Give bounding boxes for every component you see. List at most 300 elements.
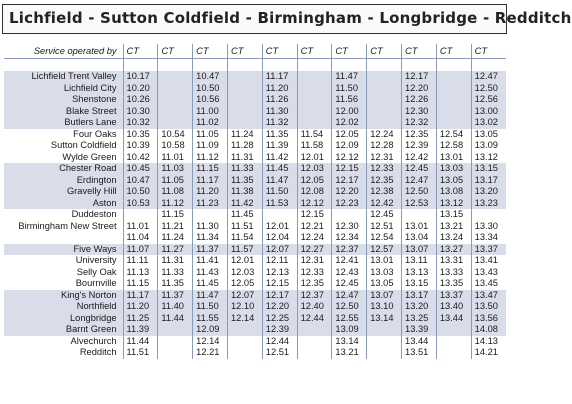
departure-time: 13.35 bbox=[436, 278, 471, 290]
departure-time: 11.51 bbox=[227, 221, 262, 233]
departure-time: 12.24 bbox=[367, 129, 402, 141]
departure-time: 11.23 bbox=[193, 198, 228, 210]
timetable-title: Lichfield - Sutton Coldfield - Birmingham - Longbridge - Redditch bbox=[9, 9, 572, 27]
departure-time bbox=[297, 117, 332, 129]
departure-time: 11.33 bbox=[227, 163, 262, 175]
departure-time: 12.20 bbox=[262, 301, 297, 313]
departure-time: 12.01 bbox=[297, 152, 332, 164]
departure-time: 11.45 bbox=[262, 163, 297, 175]
stop-name: Birmingham New Street bbox=[18, 220, 117, 231]
departure-time: 11.15 bbox=[193, 163, 228, 175]
departure-time: 12.14 bbox=[227, 313, 262, 325]
stop-name: Butlers Lane bbox=[4, 117, 123, 129]
departure-time bbox=[227, 59, 262, 72]
departure-time: 13.05 bbox=[367, 278, 402, 290]
departure-time: 13.50 bbox=[471, 301, 506, 313]
departure-time bbox=[158, 83, 193, 95]
departure-time bbox=[367, 347, 402, 359]
departure-time: 13.01 bbox=[367, 255, 402, 267]
stop-name: Blake Street bbox=[4, 106, 123, 118]
departure-time: 13.07 bbox=[367, 290, 402, 302]
departure-time: 11.05 bbox=[158, 175, 193, 187]
departure-time: 12.54 bbox=[367, 232, 402, 244]
departure-time bbox=[436, 324, 471, 336]
departure-time: 12.15 bbox=[297, 209, 332, 221]
departure-time: 12.05 bbox=[332, 129, 367, 141]
departure-time: 12.10 bbox=[227, 301, 262, 313]
departure-time: 13.05 bbox=[471, 129, 506, 141]
departure-time: 11.11 bbox=[123, 255, 158, 267]
departure-time: 13.00 bbox=[471, 106, 506, 118]
departure-time: 13.44 bbox=[436, 313, 471, 325]
departure-time: 11.20 bbox=[262, 83, 297, 95]
departure-time: 11.21 bbox=[158, 221, 193, 233]
departure-time bbox=[158, 336, 193, 348]
stop-name: Redditch bbox=[79, 347, 117, 357]
departure-time: 13.14 bbox=[332, 336, 367, 348]
departure-time: 11.53 bbox=[262, 198, 297, 210]
departure-time: 12.27 bbox=[297, 244, 332, 256]
departure-time: 14.13 bbox=[471, 336, 506, 348]
departure-time: 11.02 bbox=[193, 117, 228, 129]
departure-time: 12.45 bbox=[332, 278, 367, 290]
departure-time: 13.43 bbox=[471, 267, 506, 279]
departure-time: 11.15 bbox=[123, 278, 158, 290]
departure-time bbox=[471, 59, 506, 72]
departure-time: 11.31 bbox=[158, 255, 193, 267]
stop-name bbox=[4, 232, 123, 244]
departure-time: 12.17 bbox=[402, 71, 437, 83]
departure-time: 12.50 bbox=[402, 186, 437, 198]
departure-time: 11.39 bbox=[123, 324, 158, 336]
timetable bbox=[4, 44, 506, 359]
departure-time: 11.44 bbox=[123, 336, 158, 348]
departure-time: 11.37 bbox=[158, 290, 193, 302]
departure-time: 12.40 bbox=[297, 301, 332, 313]
departure-time: 13.51 bbox=[402, 347, 437, 359]
departure-time: 10.50 bbox=[123, 186, 158, 198]
departure-time: 12.31 bbox=[367, 152, 402, 164]
departure-time: 12.57 bbox=[367, 244, 402, 256]
departure-time bbox=[436, 83, 471, 95]
table-row bbox=[4, 186, 506, 198]
departure-time: 13.04 bbox=[402, 232, 437, 244]
table-row bbox=[4, 255, 506, 267]
departure-time: 12.37 bbox=[297, 290, 332, 302]
departure-time: 11.55 bbox=[193, 313, 228, 325]
departure-time: 12.54 bbox=[436, 129, 471, 141]
departure-time: 13.41 bbox=[471, 255, 506, 267]
departure-time: 11.37 bbox=[193, 244, 228, 256]
departure-time: 11.17 bbox=[193, 175, 228, 187]
departure-time: 13.11 bbox=[402, 255, 437, 267]
departure-time bbox=[297, 324, 332, 336]
departure-time: 12.26 bbox=[402, 94, 437, 106]
departure-time: 13.44 bbox=[402, 336, 437, 348]
departure-time: 11.40 bbox=[158, 301, 193, 313]
departure-time bbox=[402, 209, 437, 221]
departure-time: 10.45 bbox=[123, 163, 158, 175]
departure-time bbox=[158, 106, 193, 118]
operator-header: CT bbox=[227, 44, 262, 59]
departure-time: 12.05 bbox=[297, 175, 332, 187]
departure-time: 11.01 bbox=[158, 152, 193, 164]
stop-name: Aston bbox=[4, 198, 123, 210]
departure-time: 12.17 bbox=[332, 175, 367, 187]
departure-time: 13.30 bbox=[471, 221, 506, 233]
departure-time: 10.32 bbox=[123, 117, 158, 129]
timetable-grid bbox=[4, 44, 506, 359]
departure-time: 12.38 bbox=[367, 186, 402, 198]
operator-header: CT bbox=[367, 44, 402, 59]
operator-header: CT bbox=[297, 44, 332, 59]
departure-time: 11.51 bbox=[123, 347, 158, 359]
departure-time: 12.32 bbox=[402, 117, 437, 129]
departure-time: 13.21 bbox=[436, 221, 471, 233]
stop-name: Five Ways bbox=[4, 244, 123, 256]
departure-time: 12.21 bbox=[193, 347, 228, 359]
departure-time: 13.15 bbox=[402, 278, 437, 290]
departure-time: 13.12 bbox=[471, 152, 506, 164]
departure-time: 13.24 bbox=[436, 232, 471, 244]
departure-time: 12.03 bbox=[227, 267, 262, 279]
departure-time bbox=[227, 71, 262, 83]
departure-time: 11.50 bbox=[262, 186, 297, 198]
departure-time bbox=[193, 209, 228, 221]
table-row bbox=[4, 117, 506, 129]
departure-time: 13.12 bbox=[436, 198, 471, 210]
departure-time: 13.27 bbox=[436, 244, 471, 256]
departure-time bbox=[402, 59, 437, 72]
table-row bbox=[4, 221, 506, 233]
table-row bbox=[4, 140, 506, 152]
departure-time: 13.37 bbox=[436, 290, 471, 302]
departure-time: 12.56 bbox=[471, 94, 506, 106]
table-row bbox=[4, 163, 506, 175]
departure-time: 12.21 bbox=[297, 221, 332, 233]
departure-time: 12.31 bbox=[297, 255, 332, 267]
departure-time: 13.09 bbox=[471, 140, 506, 152]
departure-time: 11.35 bbox=[158, 278, 193, 290]
departure-time bbox=[158, 347, 193, 359]
departure-time bbox=[227, 117, 262, 129]
table-row bbox=[4, 324, 506, 336]
departure-time: 13.13 bbox=[402, 267, 437, 279]
departure-time bbox=[297, 83, 332, 95]
departure-time bbox=[123, 209, 158, 221]
departure-time: 11.44 bbox=[158, 313, 193, 325]
departure-time: 12.47 bbox=[402, 175, 437, 187]
stop-name: Erdington bbox=[4, 175, 123, 187]
stop-name: University bbox=[75, 255, 117, 265]
departure-time: 14.21 bbox=[471, 347, 506, 359]
departure-time bbox=[297, 336, 332, 348]
departure-time: 12.28 bbox=[367, 140, 402, 152]
departure-time: 12.35 bbox=[297, 278, 332, 290]
departure-time: 11.57 bbox=[227, 244, 262, 256]
departure-time bbox=[227, 324, 262, 336]
departure-time bbox=[123, 59, 158, 72]
departure-time: 11.50 bbox=[193, 301, 228, 313]
departure-time: 12.39 bbox=[402, 140, 437, 152]
stop-name: Barnt Green bbox=[4, 324, 123, 336]
departure-time: 10.20 bbox=[123, 83, 158, 95]
departure-time bbox=[332, 209, 367, 221]
departure-time: 11.31 bbox=[227, 152, 262, 164]
operator-header: CT bbox=[193, 44, 228, 59]
departure-time bbox=[158, 324, 193, 336]
departure-time bbox=[367, 94, 402, 106]
departure-time: 13.17 bbox=[402, 290, 437, 302]
operator-header: CT bbox=[158, 44, 193, 59]
header-row bbox=[4, 44, 506, 59]
departure-time: 12.14 bbox=[193, 336, 228, 348]
departure-time: 11.54 bbox=[227, 232, 262, 244]
departure-time: 11.45 bbox=[193, 278, 228, 290]
table-row bbox=[4, 336, 506, 348]
departure-time: 12.55 bbox=[332, 313, 367, 325]
departure-time: 12.12 bbox=[332, 152, 367, 164]
departure-time: 12.44 bbox=[262, 336, 297, 348]
table-row bbox=[4, 244, 506, 256]
departure-time: 11.07 bbox=[123, 244, 158, 256]
departure-time: 11.08 bbox=[158, 186, 193, 198]
departure-time: 12.58 bbox=[436, 140, 471, 152]
departure-time: 11.13 bbox=[123, 267, 158, 279]
departure-time: 12.43 bbox=[332, 267, 367, 279]
departure-time bbox=[471, 209, 506, 221]
departure-time bbox=[436, 336, 471, 348]
departure-time: 11.47 bbox=[262, 175, 297, 187]
departure-time: 13.20 bbox=[471, 186, 506, 198]
departure-time: 11.56 bbox=[332, 94, 367, 106]
departure-time: 11.24 bbox=[227, 129, 262, 141]
table-row bbox=[4, 71, 506, 83]
operator-header: CT bbox=[262, 44, 297, 59]
departure-time: 12.15 bbox=[332, 163, 367, 175]
stop-name: Four Oaks bbox=[73, 128, 117, 139]
departure-time: 13.17 bbox=[471, 175, 506, 187]
departure-time: 10.58 bbox=[158, 140, 193, 152]
departure-time: 12.47 bbox=[471, 71, 506, 83]
departure-time: 12.03 bbox=[297, 163, 332, 175]
departure-time: 13.15 bbox=[471, 163, 506, 175]
departure-time bbox=[193, 59, 228, 72]
departure-time: 11.47 bbox=[193, 290, 228, 302]
departure-time: 12.04 bbox=[262, 232, 297, 244]
departure-time: 12.02 bbox=[332, 117, 367, 129]
departure-time: 11.54 bbox=[297, 129, 332, 141]
departure-time: 12.45 bbox=[367, 209, 402, 221]
departure-time bbox=[436, 106, 471, 118]
departure-time bbox=[158, 59, 193, 72]
departure-time bbox=[436, 94, 471, 106]
departure-time: 12.34 bbox=[332, 232, 367, 244]
departure-time: 13.31 bbox=[436, 255, 471, 267]
departure-time: 10.56 bbox=[193, 94, 228, 106]
departure-time: 10.47 bbox=[123, 175, 158, 187]
departure-time: 11.17 bbox=[262, 71, 297, 83]
departure-time bbox=[436, 347, 471, 359]
departure-time: 13.01 bbox=[402, 221, 437, 233]
departure-time: 11.39 bbox=[262, 140, 297, 152]
table-row bbox=[4, 198, 506, 210]
departure-time: 10.35 bbox=[123, 129, 158, 141]
departure-time: 11.47 bbox=[332, 71, 367, 83]
departure-time: 12.33 bbox=[367, 163, 402, 175]
departure-time: 12.20 bbox=[332, 186, 367, 198]
departure-time bbox=[367, 106, 402, 118]
departure-time: 12.25 bbox=[262, 313, 297, 325]
departure-time bbox=[367, 117, 402, 129]
departure-time: 10.30 bbox=[123, 106, 158, 118]
departure-time: 12.41 bbox=[332, 255, 367, 267]
departure-time: 10.26 bbox=[123, 94, 158, 106]
table-row bbox=[4, 129, 506, 141]
departure-time: 11.04 bbox=[123, 232, 158, 244]
departure-time: 11.35 bbox=[227, 175, 262, 187]
table-row bbox=[4, 313, 506, 325]
departure-time: 11.00 bbox=[193, 106, 228, 118]
departure-time: 13.03 bbox=[436, 163, 471, 175]
departure-time: 11.20 bbox=[193, 186, 228, 198]
departure-time: 12.17 bbox=[262, 290, 297, 302]
departure-time: 11.28 bbox=[227, 140, 262, 152]
departure-time: 11.12 bbox=[158, 198, 193, 210]
operator-header: CT bbox=[123, 44, 158, 59]
stop-name: Alvechurch bbox=[70, 335, 117, 346]
title-box bbox=[2, 4, 572, 34]
departure-time: 12.08 bbox=[297, 186, 332, 198]
departure-time bbox=[367, 59, 402, 72]
departure-time: 13.09 bbox=[332, 324, 367, 336]
stop-name: Lichfield City bbox=[4, 83, 123, 95]
table-row bbox=[4, 83, 506, 95]
departure-time bbox=[158, 94, 193, 106]
departure-time bbox=[367, 71, 402, 83]
departure-time: 12.13 bbox=[262, 267, 297, 279]
departure-time: 10.39 bbox=[123, 140, 158, 152]
departure-time: 11.43 bbox=[193, 267, 228, 279]
departure-time: 11.25 bbox=[123, 313, 158, 325]
table-row bbox=[4, 290, 506, 302]
departure-time: 12.45 bbox=[402, 163, 437, 175]
departure-time: 12.01 bbox=[262, 221, 297, 233]
table-row bbox=[4, 278, 506, 290]
departure-time: 11.12 bbox=[193, 152, 228, 164]
stop-name: Northfield bbox=[4, 301, 123, 313]
departure-time: 11.30 bbox=[193, 221, 228, 233]
departure-time: 10.54 bbox=[158, 129, 193, 141]
departure-time: 12.20 bbox=[402, 83, 437, 95]
departure-time bbox=[227, 94, 262, 106]
departure-time: 12.42 bbox=[367, 198, 402, 210]
departure-time: 13.20 bbox=[402, 301, 437, 313]
stop-name: Selly Oak bbox=[76, 266, 117, 277]
departure-time: 13.56 bbox=[471, 313, 506, 325]
stop-name: Lichfield Trent Valley bbox=[4, 71, 123, 83]
departure-time: 13.03 bbox=[367, 267, 402, 279]
departure-time: 11.26 bbox=[262, 94, 297, 106]
departure-time: 12.30 bbox=[332, 221, 367, 233]
departure-time: 10.42 bbox=[123, 152, 158, 164]
stop-name: King's Norton bbox=[4, 290, 123, 302]
departure-time: 13.23 bbox=[471, 198, 506, 210]
departure-time: 11.38 bbox=[227, 186, 262, 198]
departure-time: 12.07 bbox=[227, 290, 262, 302]
stop-name: Chester Road bbox=[4, 163, 123, 175]
departure-time: 13.01 bbox=[436, 152, 471, 164]
departure-time: 11.45 bbox=[227, 209, 262, 221]
departure-time bbox=[367, 83, 402, 95]
departure-time: 12.53 bbox=[402, 198, 437, 210]
departure-time: 12.39 bbox=[262, 324, 297, 336]
departure-time bbox=[332, 59, 367, 72]
operator-header: CT bbox=[436, 44, 471, 59]
table-row bbox=[4, 209, 506, 221]
departure-time bbox=[367, 324, 402, 336]
departure-time: 11.01 bbox=[123, 221, 158, 233]
departure-time bbox=[297, 94, 332, 106]
table-row bbox=[4, 152, 506, 164]
departure-time: 12.09 bbox=[193, 324, 228, 336]
departure-time: 13.25 bbox=[402, 313, 437, 325]
stop-name: Longbridge bbox=[4, 313, 123, 325]
departure-time: 12.35 bbox=[402, 129, 437, 141]
departure-time: 10.47 bbox=[193, 71, 228, 83]
departure-time: 13.08 bbox=[436, 186, 471, 198]
departure-time: 10.53 bbox=[123, 198, 158, 210]
departure-time bbox=[297, 106, 332, 118]
departure-time: 12.30 bbox=[402, 106, 437, 118]
stop-name bbox=[4, 59, 123, 72]
departure-time: 12.47 bbox=[332, 290, 367, 302]
departure-time: 11.42 bbox=[262, 152, 297, 164]
departure-time bbox=[297, 347, 332, 359]
operator-header: CT bbox=[332, 44, 367, 59]
departure-time: 13.02 bbox=[471, 117, 506, 129]
departure-time: 13.47 bbox=[471, 290, 506, 302]
departure-time: 13.40 bbox=[436, 301, 471, 313]
departure-time: 11.58 bbox=[297, 140, 332, 152]
stop-name: Sutton Coldfield bbox=[50, 140, 117, 150]
departure-time: 12.12 bbox=[297, 198, 332, 210]
departure-time bbox=[436, 71, 471, 83]
departure-time: 11.32 bbox=[262, 117, 297, 129]
departure-time: 11.42 bbox=[227, 198, 262, 210]
departure-time bbox=[367, 336, 402, 348]
departure-time: 12.51 bbox=[367, 221, 402, 233]
departure-time: 11.24 bbox=[158, 232, 193, 244]
departure-time: 12.23 bbox=[332, 198, 367, 210]
departure-time: 10.17 bbox=[123, 71, 158, 83]
departure-time bbox=[227, 106, 262, 118]
stop-name: Gravelly Hill bbox=[4, 186, 123, 198]
departure-time: 13.15 bbox=[436, 209, 471, 221]
departure-time: 12.00 bbox=[332, 106, 367, 118]
departure-time: 12.50 bbox=[471, 83, 506, 95]
stop-name: Shenstone bbox=[4, 94, 123, 106]
departure-time: 13.05 bbox=[436, 175, 471, 187]
departure-time: 13.33 bbox=[436, 267, 471, 279]
table-row bbox=[4, 267, 506, 279]
departure-time: 11.20 bbox=[123, 301, 158, 313]
table-row bbox=[4, 301, 506, 313]
table-row bbox=[4, 347, 506, 359]
operator-header: CT bbox=[402, 44, 437, 59]
departure-time: 12.05 bbox=[227, 278, 262, 290]
departure-time: 13.07 bbox=[402, 244, 437, 256]
